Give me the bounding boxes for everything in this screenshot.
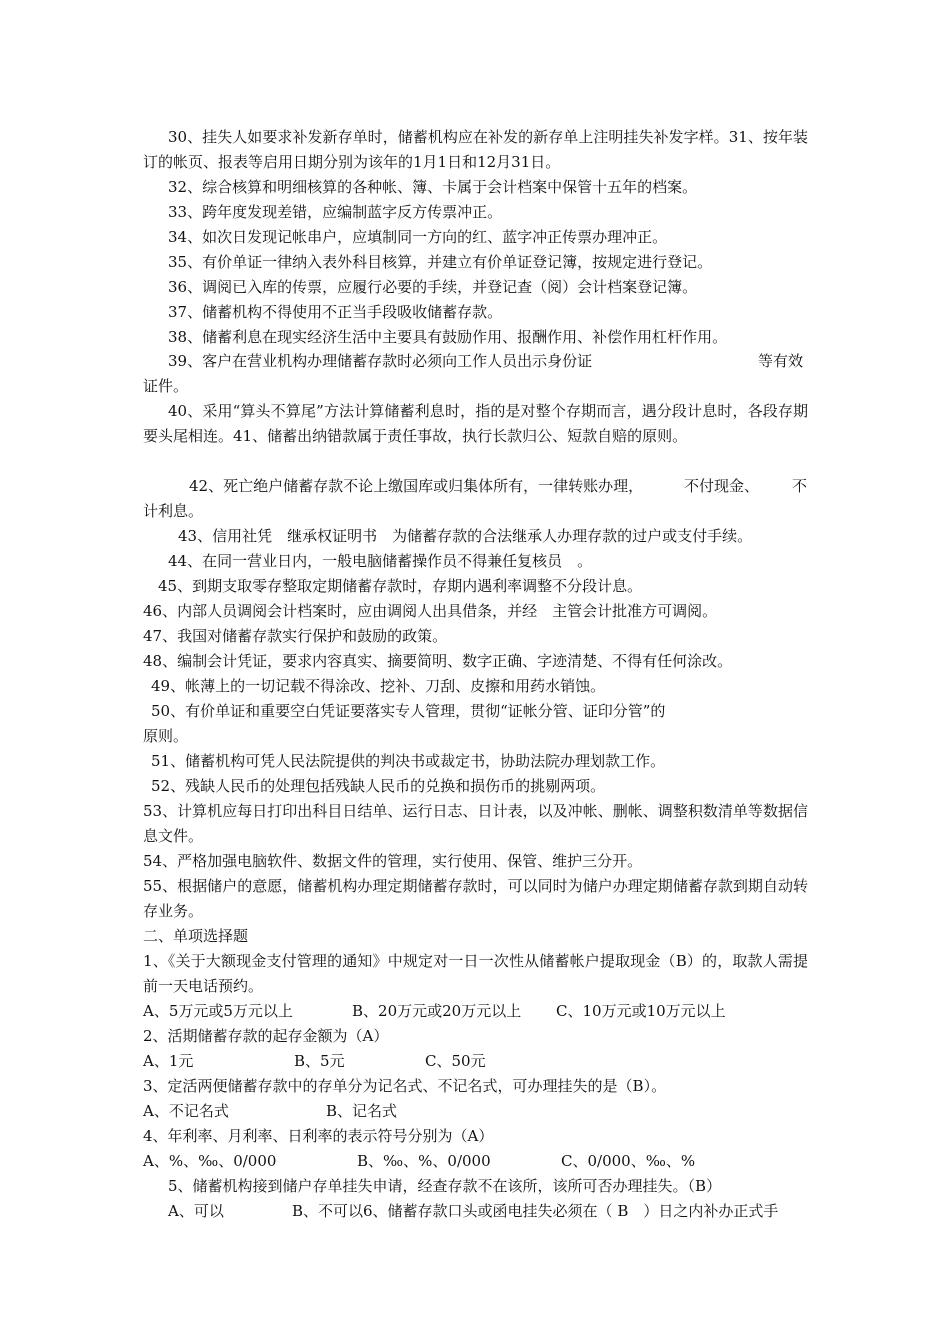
paragraph-51: 51、储蓄机构可凭人民法院提供的判决书或裁定书，协助法院办理划款工作。: [151, 752, 666, 770]
paragraph-39-tail: 等有效: [758, 352, 804, 370]
paragraph-54: 54、严格加强电脑软件、数据文件的管理，实行使用、保管、维护三分开。: [143, 852, 643, 870]
paragraph-42-part3: 不: [792, 477, 808, 495]
paragraph-38: 38、储蓄利息在现实经济生活中主要具有鼓励作用、报酬作用、补偿作用杠杆作用。: [168, 328, 728, 346]
question-4: 4、年利率、月利率、日利率的表示符号分别为（A）: [143, 1127, 494, 1145]
paragraph-43: 43、信用社凭 继承权证明书 为储蓄存款的合法继承人办理存款的过户或支付手续。: [178, 527, 753, 545]
question-1-option-b: B、20万元或20万元以上: [352, 1002, 522, 1020]
paragraph-36: 36、调阅已入库的传票，应履行必要的手续，并登记查（阅）会计档案登记簿。: [168, 278, 698, 296]
paragraph-45: 45、到期支取零存整取定期储蓄存款时，存期内遇利率调整不分段计息。: [158, 577, 643, 595]
question-2: 2、活期储蓄存款的起存金额为（A）: [143, 1027, 389, 1045]
question-5-option-b: B、不可以: [292, 1202, 364, 1220]
paragraph-32: 32、综合核算和明细核算的各种帐、簿、卡属于会计档案中保管十五年的档案。: [168, 178, 698, 196]
paragraph-34: 34、如次日发现记帐串户，应填制同一方向的红、蓝字冲正传票办理冲正。: [168, 228, 668, 246]
section-heading-single-choice: 二、单项选择题: [143, 927, 249, 945]
question-2-option-a: A、1元: [143, 1052, 194, 1070]
question-3: 3、定活两便储蓄存款中的存单分为记名式、不记名式，可办理挂失的是（B）。: [143, 1077, 667, 1095]
paragraph-35: 35、有价单证一律纳入表外科目核算，并建立有价单证登记簿，按规定进行登记。: [168, 253, 713, 271]
paragraph-42-continued: 计利息。: [143, 502, 204, 520]
paragraph-39: 39、客户在营业机构办理储蓄存款时必须向工作人员出示身份证: [168, 352, 593, 370]
paragraph-42: 42、死亡绝户储蓄存款不论上缴国库或归集体所有，一律转账办理，: [189, 477, 644, 495]
paragraph-33: 33、跨年度发现差错，应编制蓝字反方传票冲正。: [168, 203, 503, 221]
question-4-option-b: B、‰、%、0/000: [357, 1152, 491, 1170]
paragraph-55: 55、根据储户的意愿，储蓄机构办理定期储蓄存款时，可以同时为储户办理定期储蓄存款到期自动转存业务。: [143, 877, 808, 920]
paragraph-48: 48、编制会计凭证，要求内容真实、摘要简明、数字正确、字迹清楚、不得有任何涂改。: [143, 652, 733, 670]
question-3-option-a: A、不记名式: [143, 1102, 229, 1120]
paragraph-40: 40、采用“算头不算尾”方法计算储蓄利息时，指的是对整个存期而言，遇分段计息时，各段存期要头尾相连。41、储蓄出纳错款属于责任事故，执行长款归公、短款自赔的原则。: [143, 402, 808, 445]
question-1: 1、《关于大额现金支付管理的通知》中规定对一日一次性从储蓄帐户提取现金（B）的，取款人需提前一天电话预约。: [143, 952, 808, 995]
question-5: 5、储蓄机构接到储户存单挂失申请，经查存款不在该所，该所可否办理挂失。（B）: [168, 1177, 722, 1195]
paragraph-37: 37、储蓄机构不得使用不正当手段吸收储蓄存款。: [168, 303, 503, 321]
paragraph-49: 49、帐薄上的一切记载不得涂改、挖补、刀刮、皮擦和用药水销蚀。: [151, 677, 606, 695]
paragraph-50-continued: 原则。: [143, 727, 189, 745]
paragraph-47: 47、我国对储蓄存款实行保护和鼓励的政策。: [143, 627, 448, 645]
question-1-option-c: C、10万元或10万元以上: [556, 1002, 726, 1020]
paragraph-44: 44、在同一营业日内，一般电脑储蓄操作员不得兼任复核员 。: [168, 552, 593, 570]
paragraph-53: 53、计算机应每日打印出科目日结单、运行日志、日计表，以及冲帐、删帐、调整积数清单等数据信息文件。: [143, 802, 808, 845]
question-6: 6、储蓄存款口头或函电挂失必须在（ B ）日之内补办正式手: [363, 1202, 779, 1220]
paragraph-46: 46、内部人员调阅会计档案时，应由调阅人出具借条，并经 主管会计批准方可调阅。: [143, 602, 718, 620]
question-3-option-b: B、记名式: [326, 1102, 398, 1120]
question-5-option-a: A、可以: [168, 1202, 224, 1220]
question-4-option-c: C、0/000、‰、%: [561, 1152, 696, 1170]
paragraph-50: 50、有价单证和重要空白凭证要落实专人管理，贯彻“证帐分管、证印分管”的: [151, 702, 666, 720]
question-2-option-c: C、50元: [425, 1052, 486, 1070]
question-2-option-b: B、5元: [294, 1052, 345, 1070]
paragraph-39-continued: 证件。: [143, 377, 189, 395]
question-1-option-a: A、5万元或5万元以上: [143, 1002, 293, 1020]
paragraph-30: 30、挂失人如要求补发新存单时，储蓄机构应在补发的新存单上注明挂失补发字样。31、按年装订的帐页、报表等启用日期分别为该年的1月1日和12月31日。: [143, 128, 808, 171]
paragraph-42-part2: 不付现金、: [684, 477, 760, 495]
question-4-option-a: A、%、‰、0/000: [143, 1152, 277, 1170]
paragraph-52: 52、残缺人民币的处理包括残缺人民币的兑换和损伤币的挑剔两项。: [151, 777, 606, 795]
